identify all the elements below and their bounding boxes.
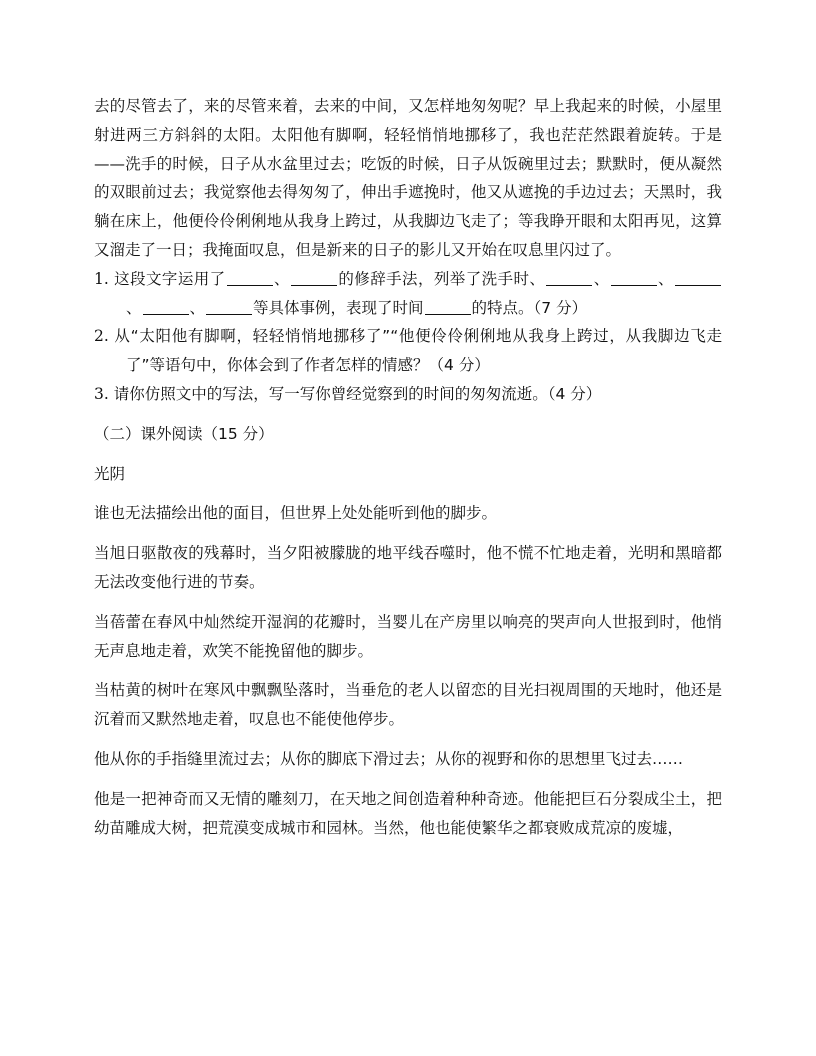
answer-blank[interactable] <box>291 269 337 286</box>
passage-paragraph: 当枯黄的树叶在寒风中飘飘坠落时，当垂危的老人以留恋的目光扫视周围的天地时，他还是沉着而又默然地走着，叹息也不能使他停步。 <box>94 681 722 729</box>
question-text: 这段文字运用了 <box>114 269 226 288</box>
answer-blank[interactable] <box>143 298 189 315</box>
passage-title: 光阴 <box>94 464 126 483</box>
passage-paragraph: 他从你的手指缝里流过去；从你的脚底下滑过去；从你的视野和你的思想里飞过去…… <box>94 749 684 768</box>
passage-paragraph: 去的尽管去了，来的尽管来着，去来的中间，又怎样地匆匆呢？早上我起来的时候，小屋里射进两三方斜斜的太阳。太阳他有脚啊，轻轻悄悄地挪移了，我也茫茫然跟着旋转。于是——洗手的时候，日子从水盆里过去；吃饭的时候，日子从饭碗里过去；默默时，便从凝然的双眼前过去；我觉察他去得匆匆了，伸出手遮挽时，他又从遮挽的手边过去；天黑时，我躺在床上，他便伶伶俐俐地从我身上跨过，从我脚边飞走了；等我睁开眼和太阳再见，这算又溜走了一日；我掩面叹息，但是新来的日子的影儿又开始在叹息里闪过了。 <box>94 97 722 259</box>
answer-blank[interactable] <box>425 298 471 315</box>
answer-blank[interactable] <box>206 298 252 315</box>
separator: 、 <box>126 298 142 317</box>
separator: 、 <box>273 269 290 288</box>
separator: 、 <box>593 269 610 288</box>
separator: 、 <box>189 298 206 317</box>
passage-paragraph: 他是一把神奇而又无情的雕刻刀，在天地之间创造着种种奇迹。他能把巨石分裂成尘土，把幼苗雕成大树，把荒漠变成城市和园林。当然，他也能使繁华之都衰败成荒凉的废墟， <box>94 789 722 837</box>
question-text: 的修辞手法，列举了洗手时、 <box>337 269 546 288</box>
question-3 <box>94 380 722 409</box>
question-number: 1. <box>94 269 109 288</box>
section-heading: （二）课外阅读（15 分） <box>94 424 274 443</box>
answer-blank[interactable] <box>546 269 592 286</box>
answer-blank[interactable] <box>227 269 273 286</box>
passage-paragraph: 当蓓蕾在春风中灿然绽开湿润的花瓣时，当婴儿在产房里以响亮的哭声向人世报到时，他悄无声息地走着，欢笑不能挽留他的脚步。 <box>94 612 722 660</box>
document-content <box>94 92 722 842</box>
question-text: 的特点。（7 分） <box>471 298 588 317</box>
question-number: 2. <box>94 327 109 346</box>
answer-blank[interactable] <box>675 269 721 286</box>
question-1 <box>94 265 722 323</box>
answer-blank[interactable] <box>611 269 657 286</box>
question-number: 3. <box>94 384 109 403</box>
question-2 <box>94 322 722 380</box>
separator: 、 <box>657 269 674 288</box>
question-text: 请你仿照文中的写法，写一写你曾经觉察到的时间的匆匆流逝。（4 分） <box>113 384 602 403</box>
question-text: 从“太阳他有脚啊，轻轻悄悄地挪移了”“他便伶伶俐俐地从我身上跨过，从我脚边飞走了”等语句中，你体会到了作者怎样的情感？（4 分） <box>114 327 722 375</box>
passage-paragraph: 当旭日驱散夜的残幕时，当夕阳被朦胧的地平线吞噬时，他不慌不忙地走着，光明和黑暗都无法改变他行进的节奏。 <box>94 544 722 591</box>
question-text: 等具体事例，表现了时间 <box>253 298 424 317</box>
passage-paragraph: 谁也无法描绘出他的面目，但世界上处处能听到他的脚步。 <box>94 504 498 523</box>
